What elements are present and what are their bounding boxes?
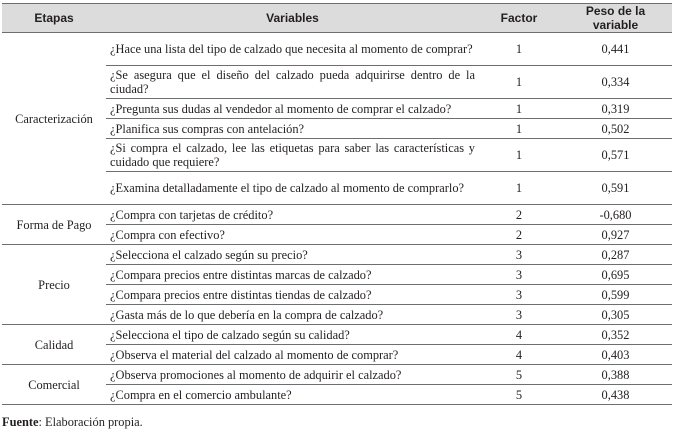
variable-cell: ¿Observa promociones al momento de adquirir el calzado? bbox=[106, 365, 479, 385]
factor-cell: 5 bbox=[479, 385, 559, 405]
factor-cell: 1 bbox=[479, 172, 559, 205]
factor-cell: 3 bbox=[479, 265, 559, 285]
peso-cell: 0,438 bbox=[559, 385, 672, 405]
header-factor: Factor bbox=[479, 4, 559, 33]
table-row bbox=[2, 205, 672, 225]
variable-cell: ¿Selecciona el calzado según su precio? bbox=[106, 245, 479, 265]
variable-cell: ¿Compra con efectivo? bbox=[106, 225, 479, 245]
variable-cell: ¿Observa el material del calzado al momento de comprar? bbox=[106, 345, 479, 365]
peso-cell: 0,352 bbox=[559, 325, 672, 345]
factor-cell: 1 bbox=[479, 66, 559, 99]
peso-cell: 0,695 bbox=[559, 265, 672, 285]
header-peso: Peso de la variable bbox=[559, 4, 672, 33]
factor-cell: 3 bbox=[479, 285, 559, 305]
peso-cell: -0,680 bbox=[559, 205, 672, 225]
table-row bbox=[2, 245, 672, 265]
variable-cell: ¿Compra con tarjetas de crédito? bbox=[106, 205, 479, 225]
table-header bbox=[2, 4, 672, 33]
table-body bbox=[2, 33, 672, 405]
variable-cell: ¿Gasta más de lo que debería en la compra de calzado? bbox=[106, 305, 479, 325]
factor-cell: 3 bbox=[479, 305, 559, 325]
peso-cell: 0,334 bbox=[559, 66, 672, 99]
factor-cell: 2 bbox=[479, 205, 559, 225]
etapa-cell: Forma de Pago bbox=[2, 205, 106, 245]
variable-cell: ¿Pregunta sus dudas al vendedor al momento de comprar el calzado? bbox=[106, 99, 479, 119]
peso-cell: 0,927 bbox=[559, 225, 672, 245]
peso-cell: 0,388 bbox=[559, 365, 672, 385]
variable-cell: ¿Compara precios entre distintas marcas de calzado? bbox=[106, 265, 479, 285]
etapa-cell: Precio bbox=[2, 245, 106, 325]
variable-cell: ¿Examina detalladamente el tipo de calzado al momento de comprarlo? bbox=[106, 172, 479, 205]
peso-cell: 0,502 bbox=[559, 119, 672, 139]
factor-cell: 4 bbox=[479, 325, 559, 345]
source-note bbox=[2, 415, 143, 430]
peso-cell: 0,403 bbox=[559, 345, 672, 365]
etapa-cell: Calidad bbox=[2, 325, 106, 365]
factor-cell: 4 bbox=[479, 345, 559, 365]
factor-cell: 1 bbox=[479, 33, 559, 66]
variable-cell: ¿Se asegura que el diseño del calzado pueda adquirirse dentro de la ciudad? bbox=[106, 66, 479, 99]
peso-cell: 0,305 bbox=[559, 305, 672, 325]
factor-cell: 1 bbox=[479, 119, 559, 139]
factor-cell: 1 bbox=[479, 139, 559, 172]
table-row bbox=[2, 325, 672, 345]
variable-cell: ¿Selecciona el tipo de calzado según su calidad? bbox=[106, 325, 479, 345]
variables-table bbox=[2, 3, 672, 405]
peso-cell: 0,319 bbox=[559, 99, 672, 119]
factor-cell: 2 bbox=[479, 225, 559, 245]
table-row bbox=[2, 365, 672, 385]
variable-cell: ¿Hace una lista del tipo de calzado que necesita al momento de comprar? bbox=[106, 33, 479, 66]
factor-cell: 3 bbox=[479, 245, 559, 265]
factor-cell: 1 bbox=[479, 99, 559, 119]
header-variables: Variables bbox=[106, 4, 479, 33]
peso-cell: 0,599 bbox=[559, 285, 672, 305]
source-label: Fuente bbox=[2, 415, 39, 429]
header-etapas: Etapas bbox=[2, 4, 106, 33]
etapa-cell: Caracterización bbox=[2, 33, 106, 205]
etapa-cell: Comercial bbox=[2, 365, 106, 405]
variable-cell: ¿Compara precios entre distintas tiendas de calzado? bbox=[106, 285, 479, 305]
peso-cell: 0,571 bbox=[559, 139, 672, 172]
source-text: : Elaboración propia. bbox=[38, 415, 143, 429]
table-row bbox=[2, 33, 672, 66]
peso-cell: 0,287 bbox=[559, 245, 672, 265]
peso-cell: 0,591 bbox=[559, 172, 672, 205]
factor-cell: 5 bbox=[479, 365, 559, 385]
variable-cell: ¿Compra en el comercio ambulante? bbox=[106, 385, 479, 405]
variable-cell: ¿Planifica sus compras con antelación? bbox=[106, 119, 479, 139]
variable-cell: ¿Si compra el calzado, lee las etiquetas para saber las características y cuidado que requiere? bbox=[106, 139, 479, 172]
peso-cell: 0,441 bbox=[559, 33, 672, 66]
